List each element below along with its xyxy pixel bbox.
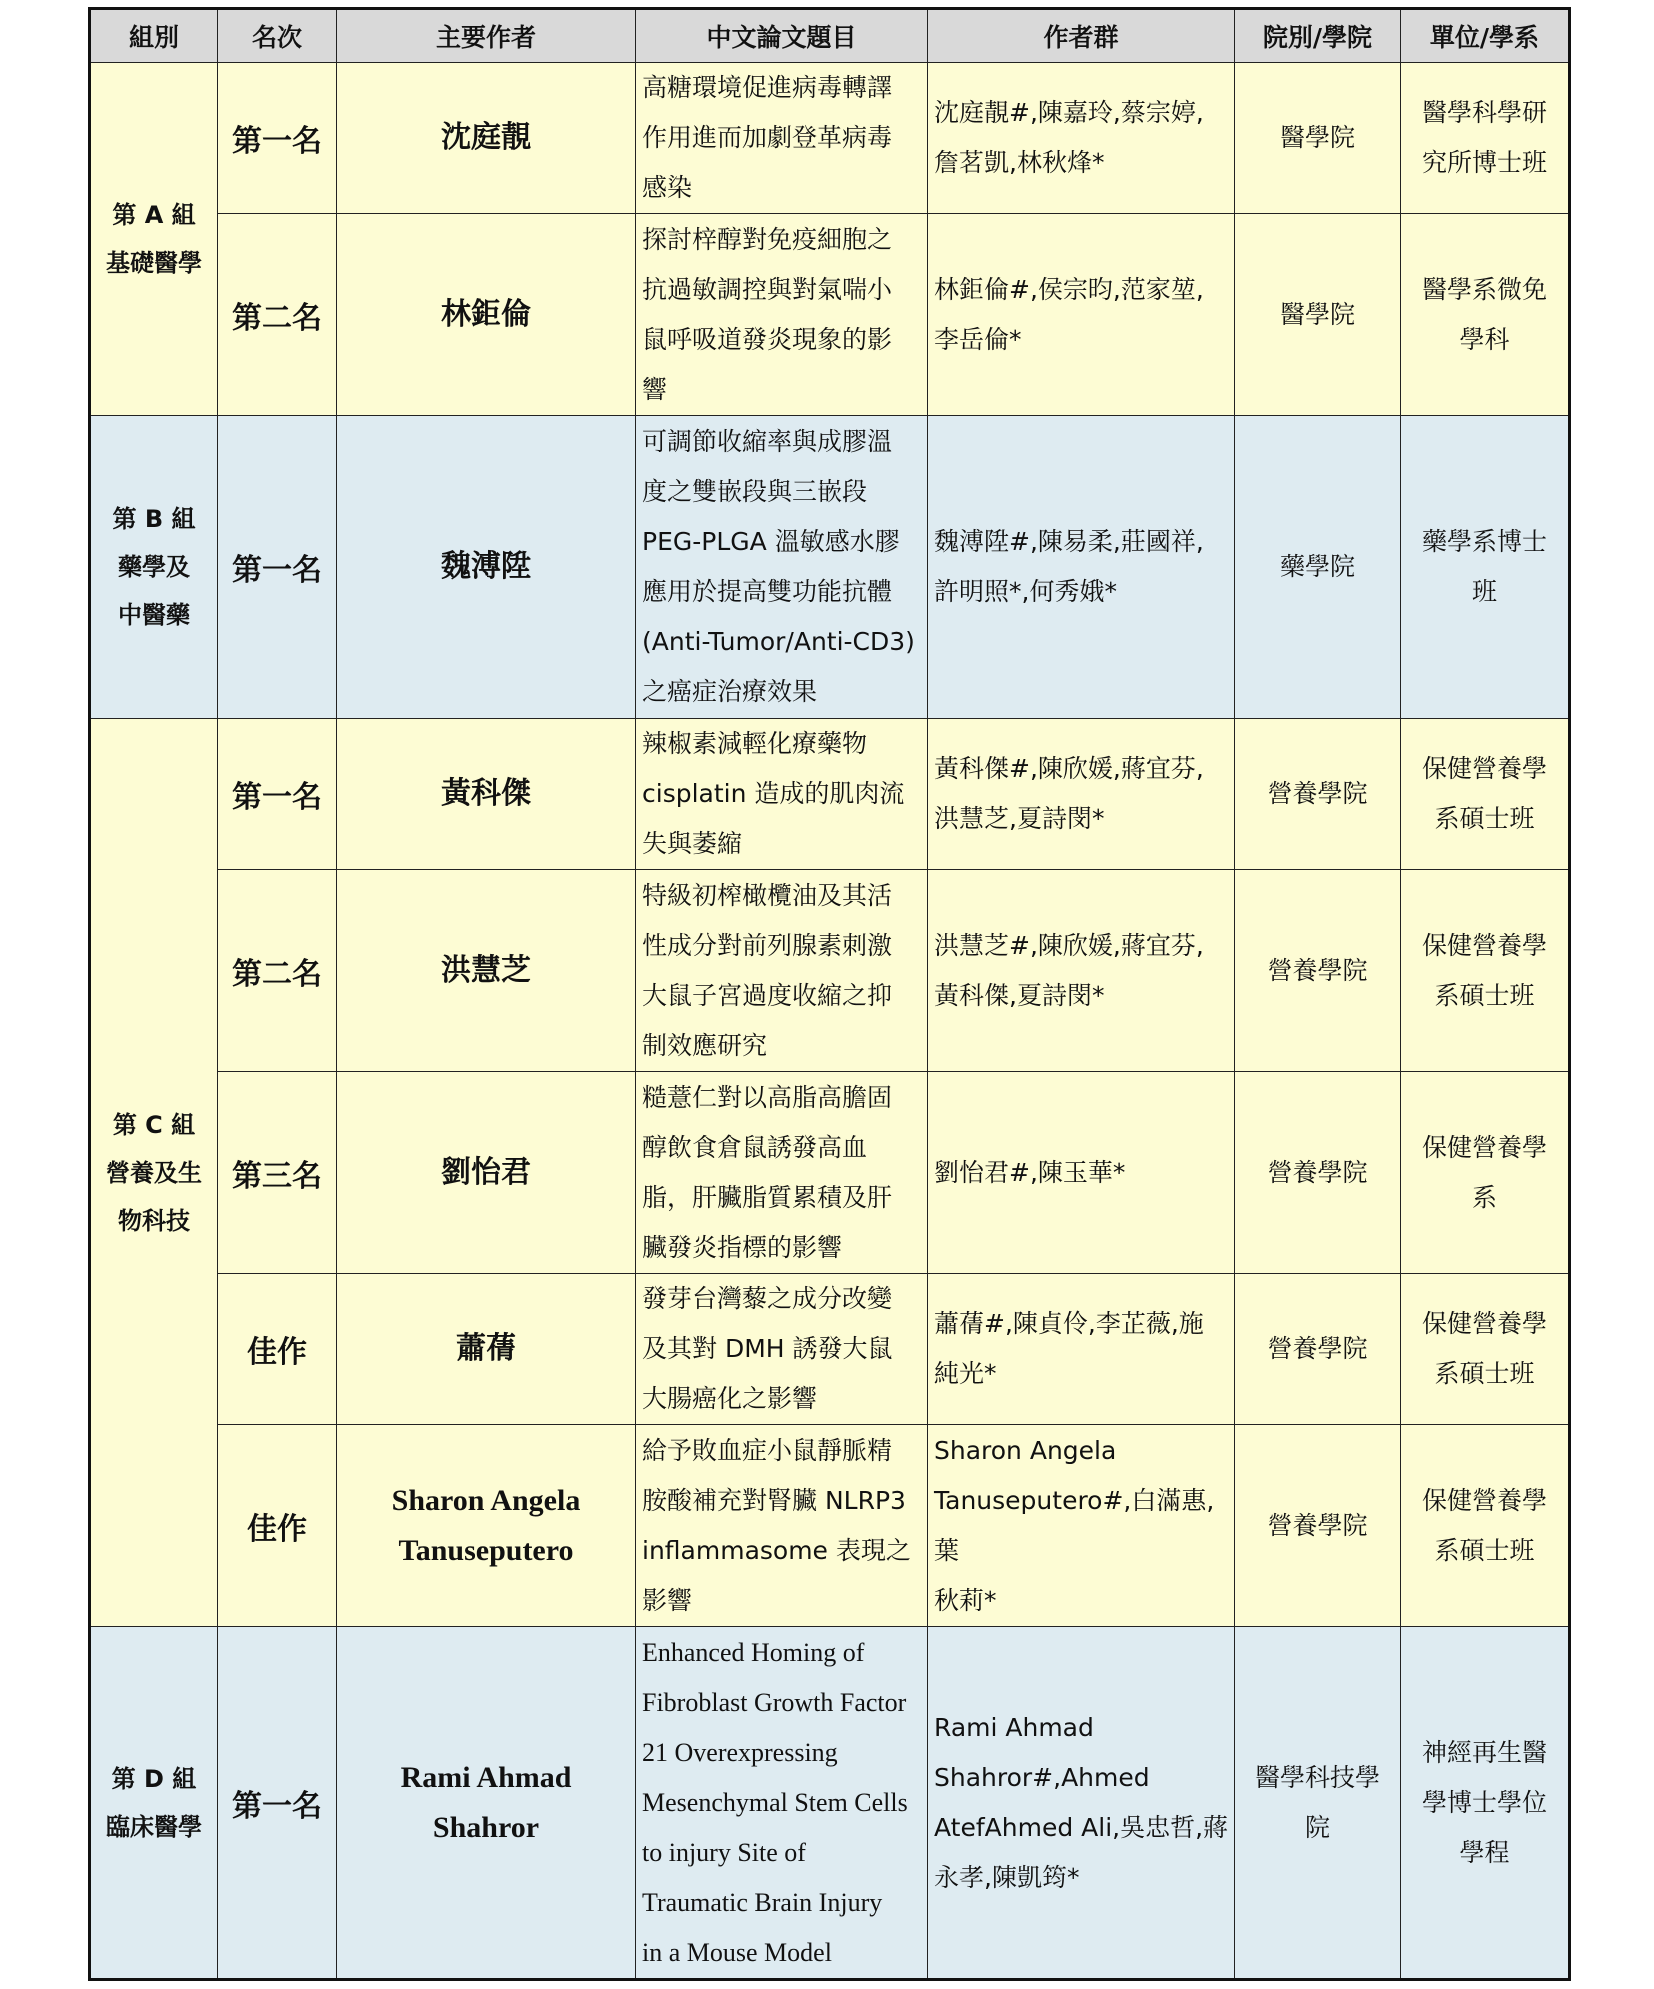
rank-cell: 佳作 [218,1274,337,1425]
college-cell [1235,1072,1401,1274]
text-line: 營養學院 [1267,1157,1368,1187]
text-line: 大腸癌化之影響 [642,1384,818,1413]
text-line: 給予敗血症小鼠靜脈精 [642,1435,893,1465]
authors-cell [928,1274,1235,1425]
text-line: 詹茗凱,林秋烽* [934,148,1105,177]
text-line: 之癌症治療效果 [642,677,818,706]
text-line: Rami Ahmad [934,1712,1094,1742]
text-line: PEG-PLGA 溫敏感水膠 [642,527,900,556]
text-line: 學科 [1459,324,1510,354]
main-author-cell [337,870,636,1072]
text-line: 度之雙嵌段與三嵌段 [642,477,868,506]
text-line: 保健營養學 [1421,754,1547,783]
text-line: 藥學及 [118,553,190,581]
paper-title-cell [636,1425,928,1627]
text-line: Mesenchymal Stem Cells [642,1787,908,1817]
text-line: 應用於提高雙功能抗體 [642,577,893,606]
text-line: 班 [1471,577,1497,606]
paper-title-cell [636,1627,928,1980]
text-line: 及其對 DMH 誘發大鼠 [642,1334,893,1363]
table-row [90,214,1570,416]
table-row [90,1425,1570,1627]
text-line: 失與萎縮 [642,829,743,858]
text-line: Rami Ahmad [400,1760,572,1794]
text-line: 臨床醫學 [106,1812,202,1841]
text-line: 系 [1471,1182,1497,1212]
text-line: 感染 [642,173,693,202]
text-line: Shahror [432,1810,540,1844]
text-line: 可調節收縮率與成膠溫 [642,427,893,456]
text-line: 劉怡君#,陳玉華* [934,1157,1126,1187]
text-line: 藥學院 [1279,552,1355,581]
text-line: to injury Site of [642,1837,806,1867]
text-line: 營養學院 [1267,779,1368,808]
text-line: 魏溥陞#,陳易柔,莊國祥, [934,527,1204,556]
text-line: 究所博士班 [1421,148,1547,177]
college-cell [1235,1274,1401,1425]
text-line: (Anti-Tumor/Anti-CD3) [642,627,915,656]
table-row [90,870,1570,1072]
paper-title-cell [636,1072,928,1274]
main-author-cell [337,1072,636,1274]
main-author-cell [337,214,636,416]
text-line: 臟發炎指標的影響 [642,1232,843,1262]
text-line: 第 C 組 [112,1110,196,1139]
authors-cell [928,1072,1235,1274]
text-line: 洪慧芝#,陳欣媛,蔣宜芬, [934,930,1204,960]
text-line: 21 Overexpressing [642,1737,838,1767]
text-line: 黃科傑,夏詩閔* [934,980,1105,1010]
rank-cell: 第二名 [218,870,337,1072]
text-line: 學程 [1459,1837,1510,1867]
department-cell [1401,214,1570,416]
rank-cell: 第一名 [218,1627,337,1980]
text-line: 學博士學位 [1421,1787,1547,1817]
header-department: 單位/學系 [1401,9,1570,63]
department-cell [1401,870,1570,1072]
text-line: 蕭蒨 [456,1331,516,1366]
text-line: 探討梓醇對免疫細胞之 [642,224,893,254]
text-line: Sharon Angela [934,1435,1117,1465]
text-line: 基礎醫學 [106,249,202,277]
main-author-cell [337,1274,636,1425]
text-line: 高糖環境促進病毒轉譯 [642,73,893,102]
main-author-cell [337,719,636,870]
text-line: 系碩士班 [1434,1359,1535,1388]
text-line: 永孝,陳凱筠* [934,1862,1080,1892]
text-line: 醇飲食倉鼠誘發高血 [642,1132,868,1162]
text-line: Shahror#,Ahmed [934,1762,1150,1792]
text-line: 第 A 組 [112,201,196,229]
text-line: 神經再生醫 [1421,1737,1547,1767]
text-line: 保健營養學 [1421,1132,1547,1162]
paper-title-cell [636,416,928,719]
text-line: 魏溥陞 [441,549,531,584]
text-line: 制效應研究 [642,1030,768,1060]
college-cell [1235,416,1401,719]
header-college: 院別/學院 [1235,9,1401,63]
text-line: inflammasome 表現之 [642,1535,911,1565]
text-line: Traumatic Brain Injury [642,1887,883,1917]
text-line: 特級初榨橄欖油及其活 [642,880,893,910]
text-line: 黃科傑 [441,776,531,811]
text-line: 院 [1304,1812,1330,1842]
college-cell [1235,719,1401,870]
authors-cell [928,870,1235,1072]
text-line: 劉怡君 [441,1154,531,1190]
table-row [90,416,1570,719]
authors-cell [928,416,1235,719]
paper-title-cell [636,719,928,870]
paper-title-cell [636,870,928,1072]
text-line: 胺酸補充對腎臟 NLRP3 [642,1485,906,1515]
department-cell [1401,1274,1570,1425]
text-line: 醫學科學研 [1421,98,1547,127]
text-line: 系碩士班 [1434,1535,1535,1565]
text-line: 辣椒素減輕化療藥物 [642,729,868,758]
text-line: 大鼠子宮過度收縮之抑 [642,980,893,1010]
text-line: 系碩士班 [1434,804,1535,833]
paper-title-cell [636,214,928,416]
text-line: 第 B 組 [112,505,196,533]
text-line: 醫學院 [1279,123,1355,152]
text-line: 響 [642,374,668,404]
text-line: 作用進而加劇登革病毒 [642,123,893,152]
table-header [90,9,1570,63]
group-cell [90,63,218,416]
department-cell [1401,1072,1570,1274]
header-paper-title: 中文論文題目 [636,9,928,63]
text-line: 鼠呼吸道發炎現象的影 [642,324,893,354]
group-cell [90,1627,218,1980]
text-line: 林鉅倫#,侯宗昀,范家堃, [934,274,1204,304]
text-line: 物科技 [118,1206,190,1235]
text-line: 性成分對前列腺素刺激 [642,930,893,960]
text-line: Enhanced Homing of [642,1637,865,1667]
table-body [90,63,1570,1980]
group-cell [90,416,218,719]
text-line: 糙薏仁對以高脂高膽固 [642,1082,893,1112]
text-line: 醫學系微免 [1421,274,1547,304]
text-line: 營養學院 [1267,1334,1368,1363]
paper-title-cell [636,1274,928,1425]
college-cell [1235,214,1401,416]
college-cell [1235,63,1401,214]
text-line: 第 D 組 [111,1764,197,1793]
paper-title-cell [636,63,928,214]
text-line: 洪慧芝,夏詩閔* [934,804,1105,833]
text-line: Tanuseputero [398,1533,574,1567]
authors-cell [928,719,1235,870]
text-line: 沈庭靚 [441,120,531,155]
text-line: AtefAhmed Ali,吳忠哲,蔣 [934,1812,1229,1842]
college-cell [1235,1627,1401,1980]
text-line: 營養學院 [1267,1510,1368,1540]
text-line: 保健營養學 [1421,1485,1547,1515]
department-cell [1401,719,1570,870]
table-row [90,1627,1570,1980]
college-cell [1235,1425,1401,1627]
award-table [88,7,1571,1981]
college-cell [1235,870,1401,1072]
text-line: 保健營養學 [1421,1309,1547,1338]
authors-cell [928,63,1235,214]
group-cell [90,719,218,1627]
text-line: 影響 [642,1585,693,1615]
main-author-cell [337,63,636,214]
text-line: 沈庭靚#,陳嘉玲,蔡宗婷, [934,98,1204,127]
text-line: 李岳倫* [934,324,1022,354]
text-line: 脂，肝臟脂質累積及肝 [642,1182,893,1212]
header-authors: 作者群 [928,9,1235,63]
text-line: 發芽台灣藜之成分改變 [642,1284,893,1313]
rank-cell: 佳作 [218,1425,337,1627]
text-line: 抗過敏調控與對氣喘小 [642,274,893,304]
rank-cell: 第二名 [218,214,337,416]
text-line: 林鉅倫 [441,296,531,332]
text-line: 洪慧芝 [441,952,531,988]
text-line: 中醫藥 [118,601,190,629]
text-line: 蕭蒨#,陳貞伶,李芷薇,施 [934,1309,1204,1338]
text-line: Sharon Angela [391,1483,581,1517]
authors-cell [928,214,1235,416]
text-line: 醫學院 [1279,299,1355,329]
text-line: 秋莉* [934,1585,997,1615]
department-cell [1401,1627,1570,1980]
main-author-cell [337,1425,636,1627]
text-line: cisplatin 造成的肌肉流 [642,779,905,808]
rank-cell: 第一名 [218,63,337,214]
header-group: 組別 [90,9,218,63]
rank-cell: 第三名 [218,1072,337,1274]
table-row [90,1274,1570,1425]
department-cell [1401,416,1570,719]
table-row [90,1072,1570,1274]
text-line: 醫學科技學 [1254,1762,1380,1792]
text-line: 系碩士班 [1434,980,1535,1010]
authors-cell [928,1627,1235,1980]
main-author-cell [337,416,636,719]
text-line: in a Mouse Model [642,1937,832,1967]
header-main-author: 主要作者 [337,9,636,63]
text-line: 純光* [934,1359,997,1388]
text-line: 黃科傑#,陳欣媛,蔣宜芬, [934,754,1204,783]
rank-cell: 第一名 [218,416,337,719]
department-cell [1401,63,1570,214]
text-line: 許明照*,何秀娥* [934,577,1117,606]
department-cell [1401,1425,1570,1627]
table-row [90,63,1570,214]
text-line: Tanuseputero#,白滿惠,葉 [934,1485,1215,1565]
authors-cell [928,1425,1235,1627]
header-rank: 名次 [218,9,337,63]
text-line: 營養學院 [1267,955,1368,985]
rank-cell: 第一名 [218,719,337,870]
table-row [90,719,1570,870]
text-line: 營養及生 [106,1158,202,1187]
text-line: 保健營養學 [1421,930,1547,960]
text-line: 藥學系博士 [1421,527,1547,556]
text-line: Fibroblast Growth Factor [642,1687,907,1717]
main-author-cell [337,1627,636,1980]
